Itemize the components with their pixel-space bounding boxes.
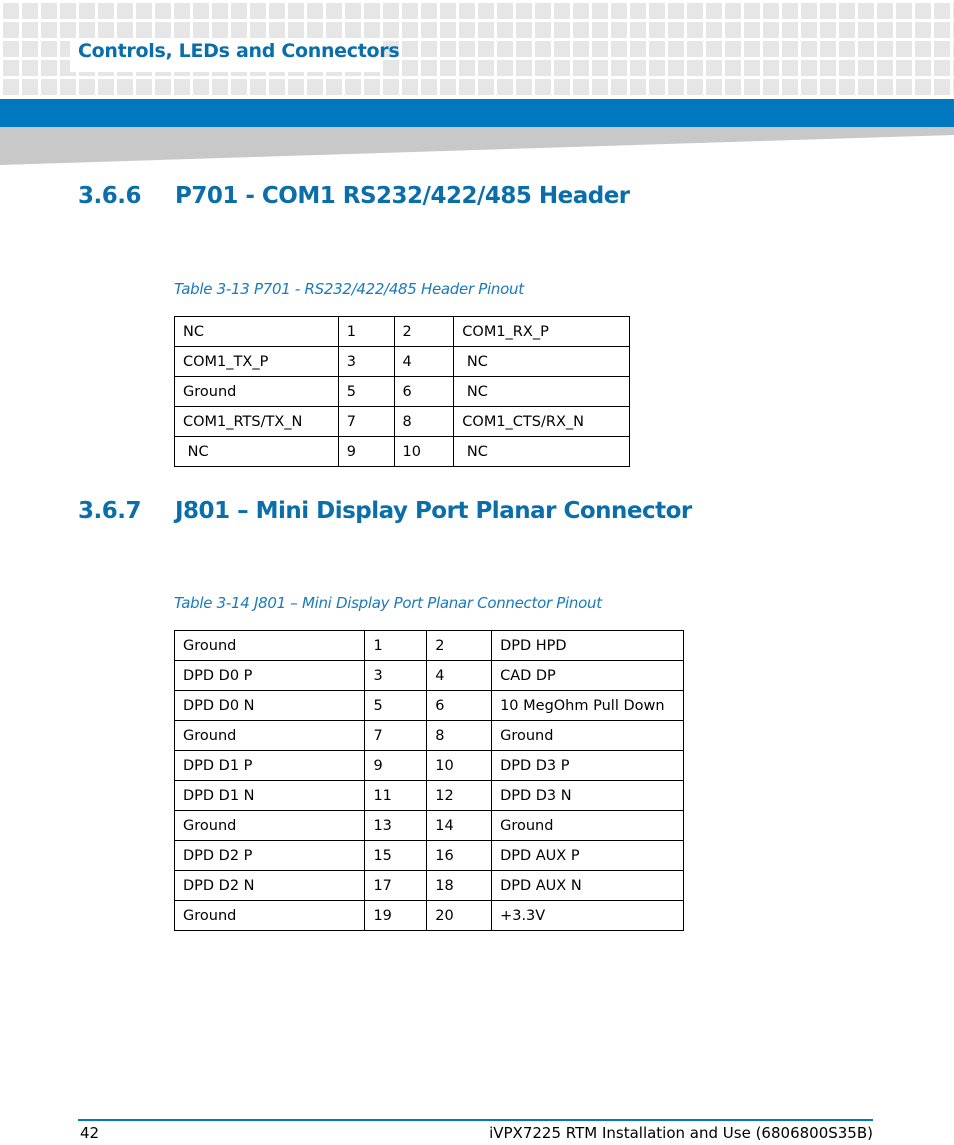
section-heading-3-6-6: [78, 183, 630, 209]
table-row: [175, 871, 684, 901]
signal-name-cell: COM1_TX_P: [175, 347, 339, 377]
signal-name-cell: NC: [454, 437, 630, 467]
section-number: 3.6.7: [78, 498, 141, 524]
table-row: [175, 661, 684, 691]
pin-number-cell: 2: [427, 631, 492, 661]
signal-name-cell: Ground: [175, 631, 365, 661]
pin-number-cell: 19: [365, 901, 427, 931]
signal-name-cell: DPD D3 N: [492, 781, 684, 811]
table-row: [175, 781, 684, 811]
signal-name-cell: 10 MegOhm Pull Down: [492, 691, 684, 721]
section-title: J801 – Mini Display Port Planar Connector: [175, 498, 692, 524]
pin-number-cell: 17: [365, 871, 427, 901]
pinout-table-p701: [174, 316, 630, 467]
pin-number-cell: 1: [365, 631, 427, 661]
pin-number-cell: 2: [394, 317, 454, 347]
pin-number-cell: 6: [427, 691, 492, 721]
pin-number-cell: 18: [427, 871, 492, 901]
signal-name-cell: NC: [454, 377, 630, 407]
signal-name-cell: DPD D0 N: [175, 691, 365, 721]
pin-number-cell: 1: [338, 317, 394, 347]
pin-number-cell: 5: [338, 377, 394, 407]
pin-number-cell: 8: [427, 721, 492, 751]
pin-number-cell: 4: [394, 347, 454, 377]
signal-name-cell: DPD D3 P: [492, 751, 684, 781]
signal-name-cell: Ground: [175, 377, 339, 407]
table-row: [175, 407, 630, 437]
document-title: iVPX7225 RTM Installation and Use (6806800S35B): [489, 1124, 873, 1142]
signal-name-cell: DPD D2 P: [175, 841, 365, 871]
pin-number-cell: 9: [365, 751, 427, 781]
signal-name-cell: Ground: [492, 721, 684, 751]
signal-name-cell: COM1_CTS/RX_N: [454, 407, 630, 437]
signal-name-cell: COM1_RX_P: [454, 317, 630, 347]
pin-number-cell: 7: [365, 721, 427, 751]
signal-name-cell: Ground: [492, 811, 684, 841]
signal-name-cell: DPD D1 N: [175, 781, 365, 811]
signal-name-cell: NC: [175, 437, 339, 467]
pinout-table-j801: [174, 630, 684, 931]
pin-number-cell: 5: [365, 691, 427, 721]
table-row: [175, 317, 630, 347]
signal-name-cell: +3.3V: [492, 901, 684, 931]
pin-number-cell: 8: [394, 407, 454, 437]
pin-number-cell: 10: [394, 437, 454, 467]
signal-name-cell: DPD D2 N: [175, 871, 365, 901]
header-blue-bar: [0, 99, 954, 127]
pin-number-cell: 20: [427, 901, 492, 931]
table-row: [175, 901, 684, 931]
signal-name-cell: DPD AUX P: [492, 841, 684, 871]
signal-name-cell: Ground: [175, 901, 365, 931]
table-row: [175, 721, 684, 751]
table-row: [175, 631, 684, 661]
pin-number-cell: 7: [338, 407, 394, 437]
header-swoosh: [0, 127, 954, 165]
signal-name-cell: DPD D0 P: [175, 661, 365, 691]
signal-name-cell: CAD DP: [492, 661, 684, 691]
page-number: 42: [80, 1124, 100, 1142]
signal-name-cell: DPD HPD: [492, 631, 684, 661]
pin-number-cell: 6: [394, 377, 454, 407]
signal-name-cell: COM1_RTS/TX_N: [175, 407, 339, 437]
table-row: [175, 347, 630, 377]
pin-number-cell: 16: [427, 841, 492, 871]
table-caption: Table 3-13 P701 - RS232/422/485 Header Pinout: [174, 280, 524, 298]
pin-number-cell: 13: [365, 811, 427, 841]
signal-name-cell: Ground: [175, 721, 365, 751]
table-caption: Table 3-14 J801 – Mini Display Port Planar Connector Pinout: [174, 594, 602, 612]
pin-number-cell: 3: [365, 661, 427, 691]
chapter-title: Controls, LEDs and Connectors: [78, 40, 400, 62]
table-row: [175, 691, 684, 721]
pin-number-cell: 12: [427, 781, 492, 811]
signal-name-cell: DPD AUX N: [492, 871, 684, 901]
table-row: [175, 437, 630, 467]
table-row: [175, 751, 684, 781]
pin-number-cell: 4: [427, 661, 492, 691]
pin-number-cell: 3: [338, 347, 394, 377]
section-number: 3.6.6: [78, 183, 141, 209]
signal-name-cell: NC: [454, 347, 630, 377]
signal-name-cell: NC: [175, 317, 339, 347]
footer-divider: [78, 1119, 873, 1121]
table-row: [175, 841, 684, 871]
pin-number-cell: 9: [338, 437, 394, 467]
table-row: [175, 811, 684, 841]
section-heading-3-6-7: [78, 498, 692, 524]
signal-name-cell: DPD D1 P: [175, 751, 365, 781]
pin-number-cell: 11: [365, 781, 427, 811]
table-row: [175, 377, 630, 407]
pin-number-cell: 14: [427, 811, 492, 841]
section-title: P701 - COM1 RS232/422/485 Header: [175, 183, 630, 209]
pin-number-cell: 10: [427, 751, 492, 781]
signal-name-cell: Ground: [175, 811, 365, 841]
pin-number-cell: 15: [365, 841, 427, 871]
